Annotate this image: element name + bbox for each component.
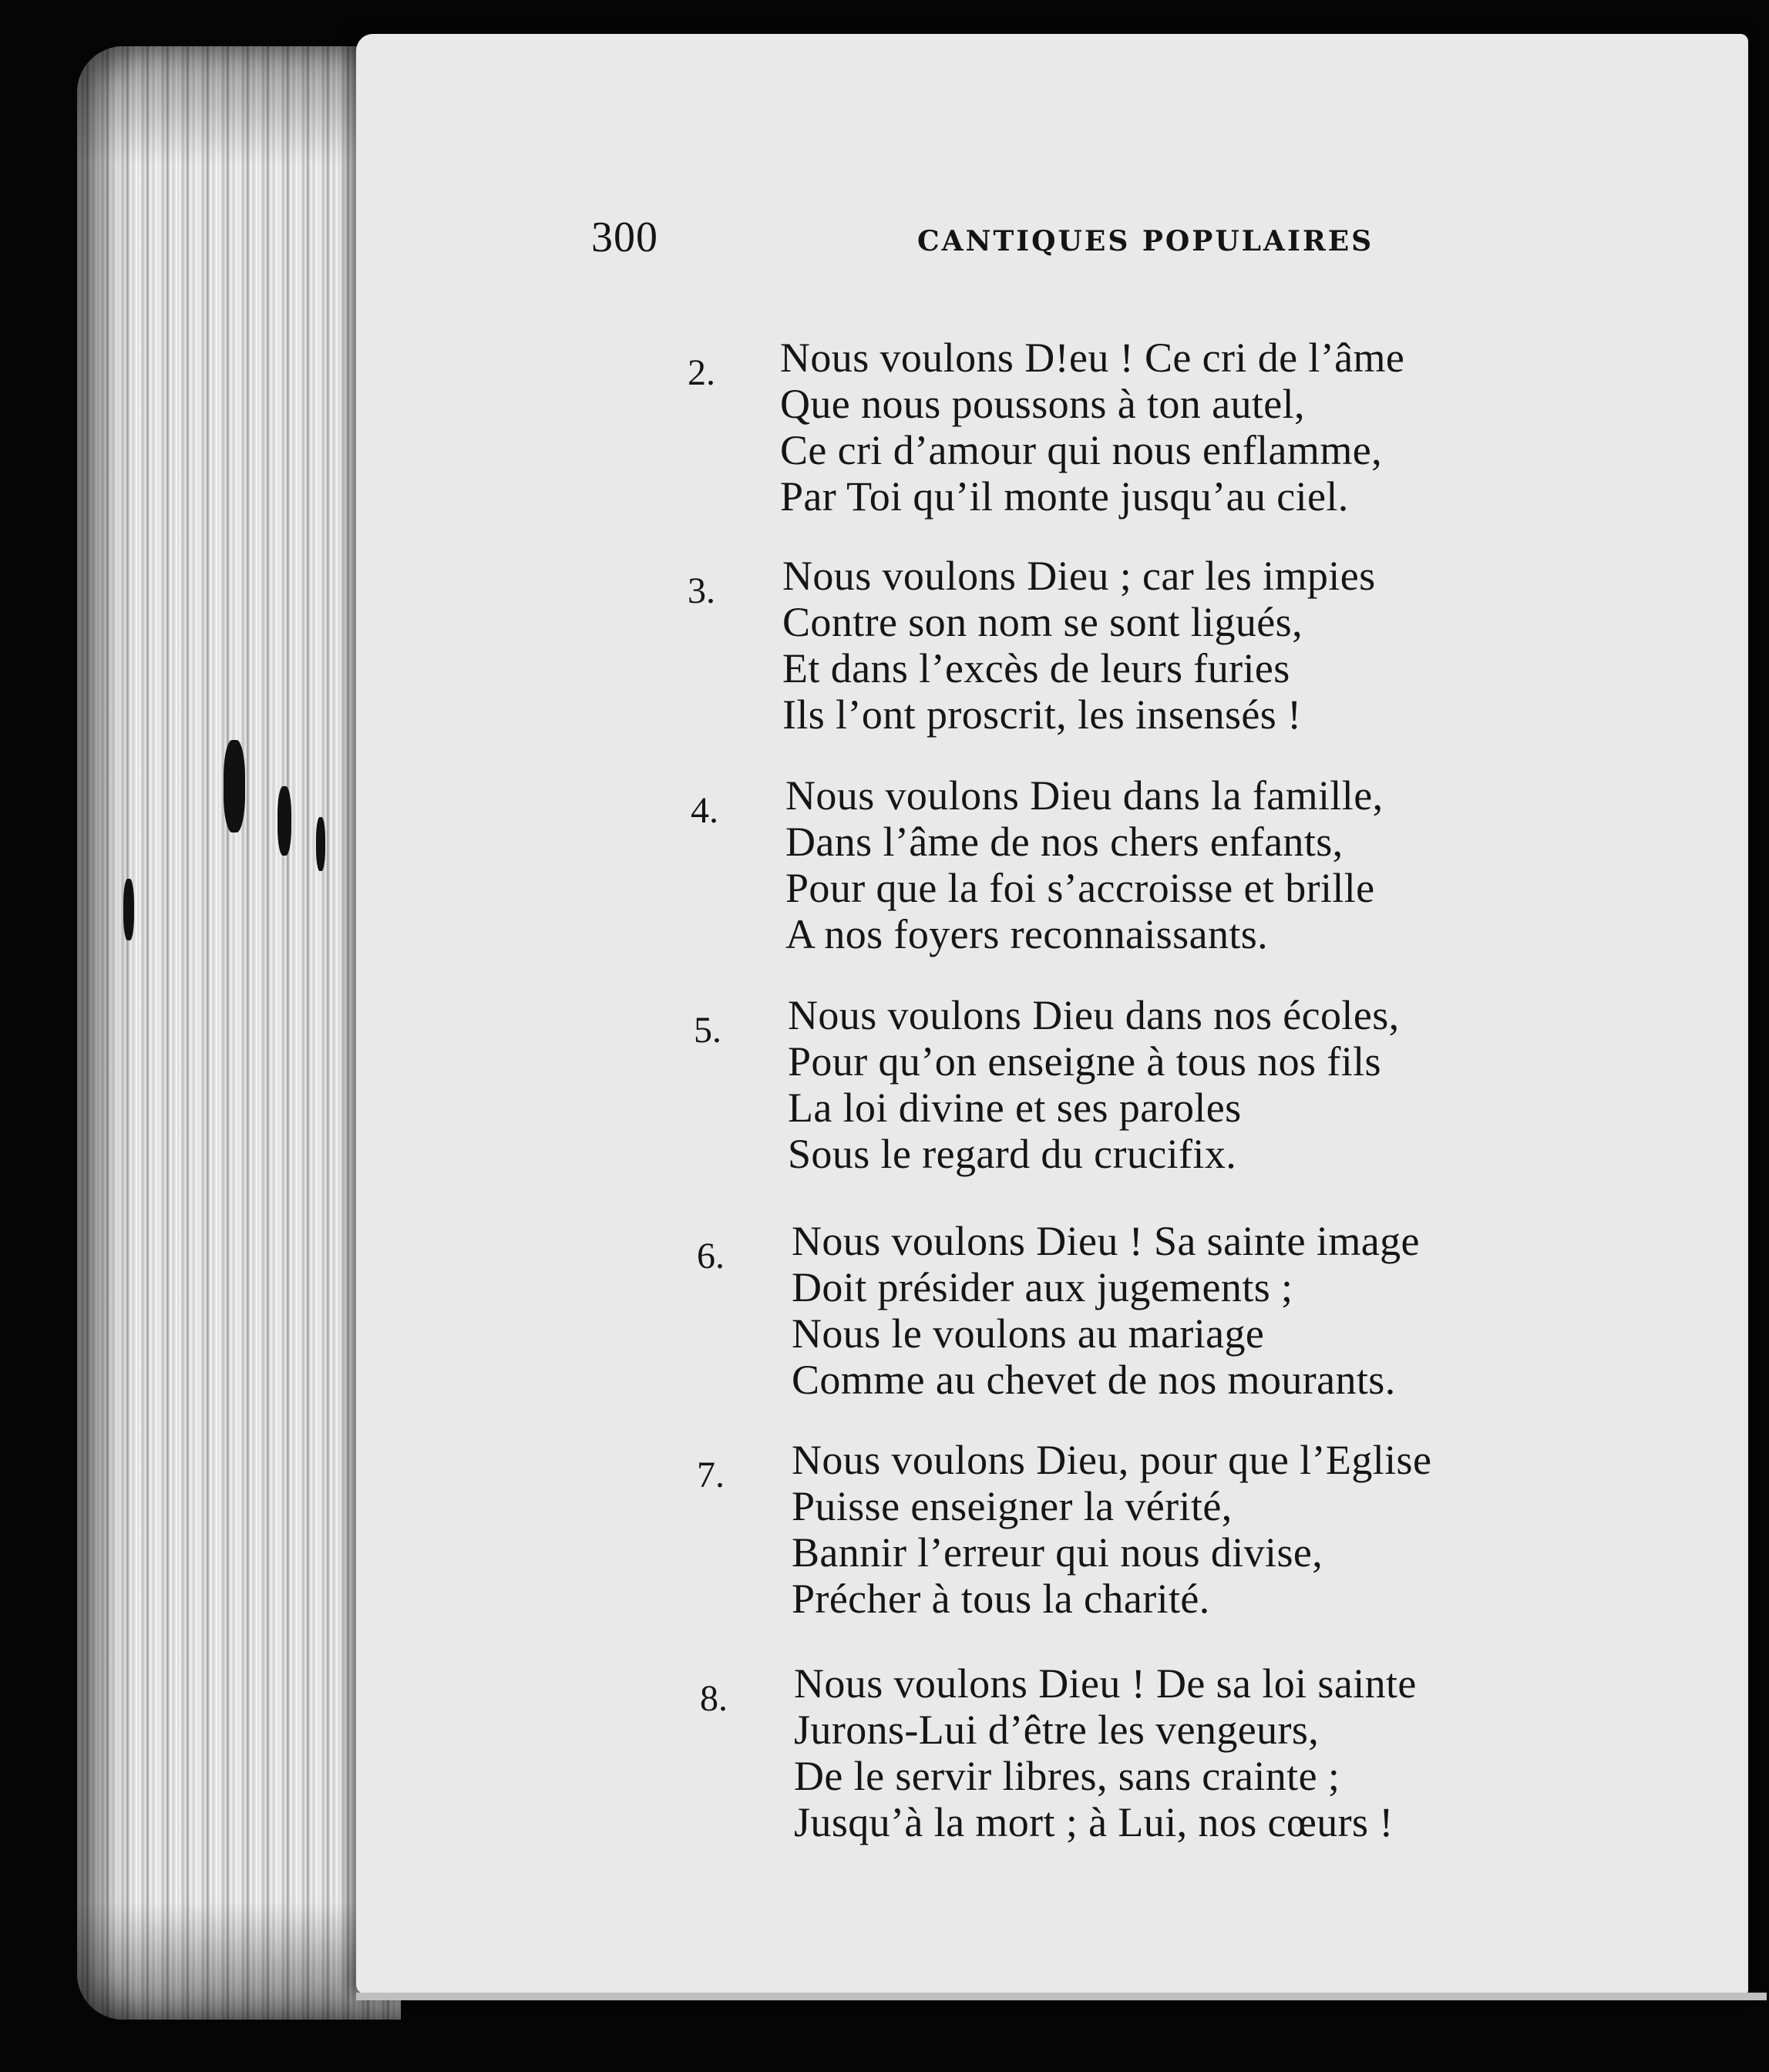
printed-page <box>356 34 1748 1995</box>
stanza-number: 5. <box>694 1010 721 1051</box>
stanza-number: 2. <box>688 352 715 393</box>
running-title: CANTIQUES POPULAIRES <box>917 225 1374 257</box>
stanza-lines <box>782 553 1376 738</box>
verse-line: De le servir libres, sans crainte ; <box>794 1753 1340 1799</box>
verse-line: Que nous poussons à ton autel, <box>780 381 1305 427</box>
stanza-lines <box>794 1660 1417 1845</box>
verse-line: Et dans l’excès de leurs furies <box>782 645 1290 691</box>
verse-line: Dans l’âme de nos chers enfants, <box>785 819 1344 865</box>
verse-line: Pour qu’on enseigne à tous nos fils <box>788 1038 1381 1085</box>
book-page-edges <box>77 46 401 2020</box>
verse-line: Ils l’ont proscrit, les insensés ! <box>782 691 1302 738</box>
stanza-number: 4. <box>691 790 718 831</box>
verse-line: Puisse enseigner la vérité, <box>792 1483 1233 1529</box>
stanza-number: 8. <box>700 1678 728 1719</box>
verse-line: Bannir l’erreur qui nous divise, <box>792 1529 1323 1576</box>
verse-line: Nous le voulons au mariage <box>792 1310 1265 1357</box>
verse-line: Nous voulons Dieu ! De sa loi sainte <box>794 1660 1417 1707</box>
verse-line: Nous voulons Dieu dans la famille, <box>785 772 1384 819</box>
verse-line: Sous le regard du crucifix. <box>788 1131 1237 1177</box>
verse-line: Jurons-Lui d’être les vengeurs, <box>794 1707 1320 1753</box>
verse-line: A nos foyers reconnaissants. <box>785 911 1269 957</box>
edge-smudge <box>123 879 134 940</box>
edge-smudge <box>316 817 325 871</box>
verse-line: Contre son nom se sont ligués, <box>782 599 1303 645</box>
stanza-lines <box>785 772 1383 957</box>
stanza-number: 6. <box>697 1236 725 1276</box>
stanza-lines <box>792 1437 1431 1622</box>
verse-line: Doit présider aux jugements ; <box>792 1264 1293 1310</box>
verse-line: La loi divine et ses paroles <box>788 1085 1242 1131</box>
verse-line: Ce cri d’amour qui nous enflamme, <box>780 427 1382 473</box>
stanza-number: 3. <box>688 570 715 611</box>
verse-line: Nous voulons Dieu, pour que l’Eglise <box>792 1437 1432 1483</box>
page-bottom-edge <box>356 1993 1767 2000</box>
verse-line: Pour que la foi s’accroisse et brille <box>785 865 1375 911</box>
stanza-number: 7. <box>697 1455 725 1495</box>
verse-line: Nous voulons Dieu ! Sa sainte image <box>792 1218 1420 1264</box>
verse-line: Par Toi qu’il monte jusqu’au ciel. <box>780 473 1349 520</box>
page-number: 300 <box>591 214 658 261</box>
verse-line: Jusqu’à la mort ; à Lui, nos cœurs ! <box>794 1799 1394 1845</box>
stanza-lines <box>788 992 1400 1177</box>
verse-line: Comme au chevet de nos mourants. <box>792 1357 1396 1403</box>
verse-line: Nous voulons Dieu dans nos écoles, <box>788 992 1400 1038</box>
verse-line: Nous voulons Dieu ; car les impies <box>782 553 1376 599</box>
stanza-lines <box>780 335 1404 520</box>
stanza-lines <box>792 1218 1420 1403</box>
verse-line: Nous voulons D!eu ! Ce cri de l’âme <box>780 335 1405 381</box>
edge-smudge <box>277 786 291 856</box>
verse-line: Précher à tous la charité. <box>792 1576 1210 1622</box>
edge-smudge <box>224 740 245 832</box>
